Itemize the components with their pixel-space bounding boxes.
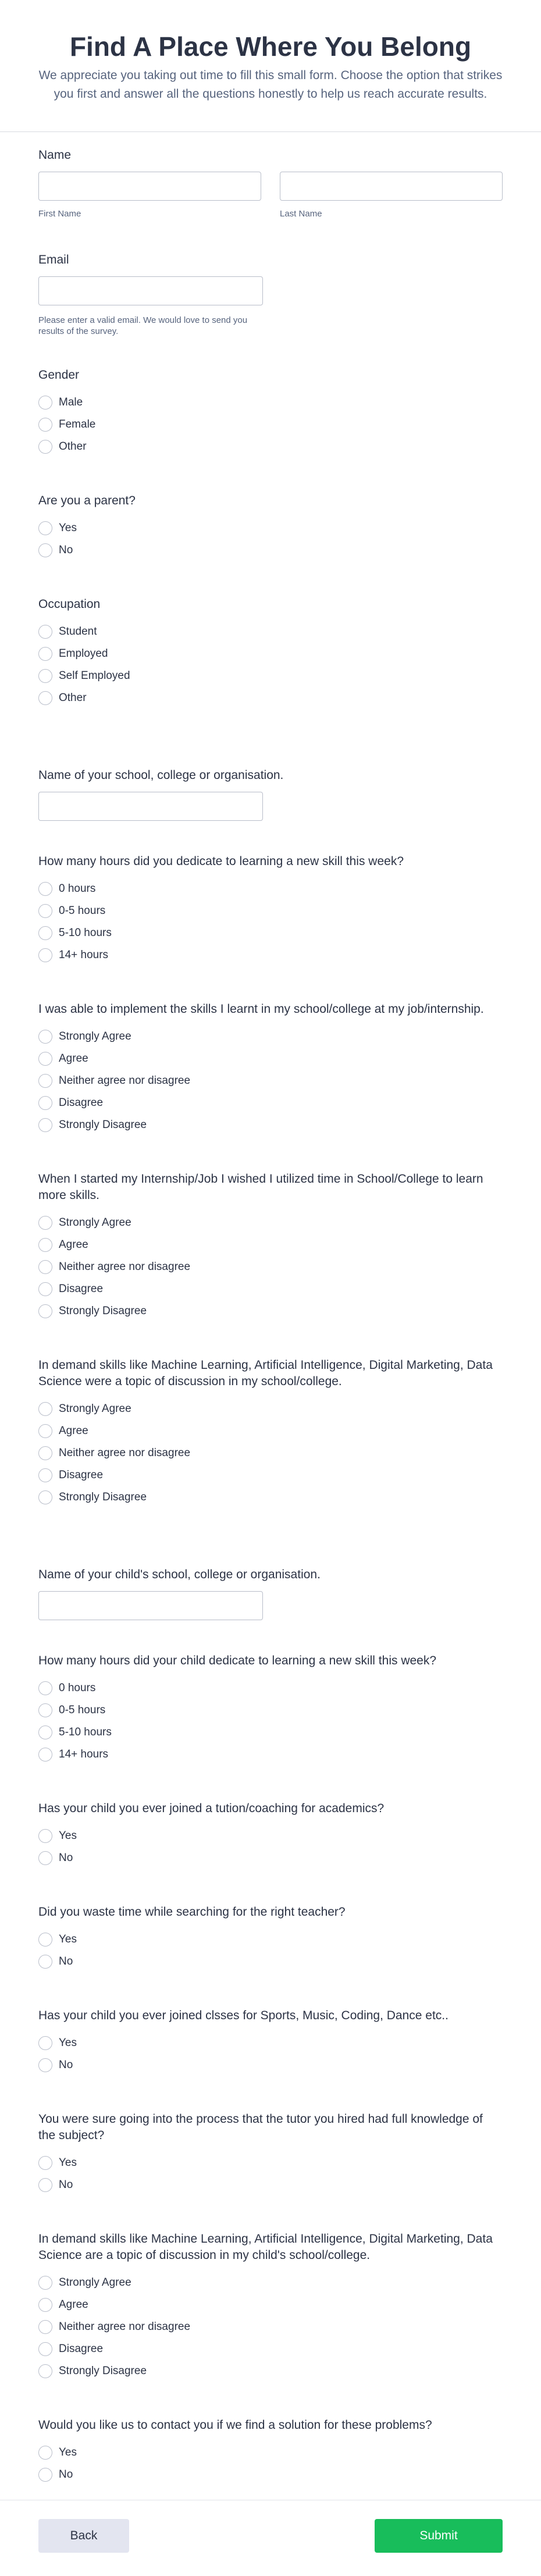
child-indemand-question: [38, 2231, 503, 2382]
question-label: When I started my Internship/Job I wished I utilized time in School/College to learn more skills.: [38, 1172, 483, 1202]
radio-button[interactable]: [38, 647, 52, 661]
last-name-sublabel: Last Name: [280, 209, 322, 219]
radio-button[interactable]: [38, 1238, 52, 1252]
radio-option[interactable]: [38, 878, 503, 900]
radio-option[interactable]: [38, 1234, 503, 1256]
radio-button[interactable]: [38, 2364, 52, 2378]
radio-option[interactable]: [38, 517, 503, 539]
radio-button[interactable]: [38, 521, 52, 535]
radio-button[interactable]: [38, 948, 52, 962]
name-field: [38, 147, 503, 219]
question-label: In demand skills like Machine Learning, Artificial Intelligence, Digital Marketing, Data Science were a topic of discussion in my school/college.: [38, 1358, 493, 1388]
hours-question: [38, 853, 503, 966]
radio-option-label: Yes: [59, 1933, 77, 1945]
radio-option-label: Disagree: [59, 1097, 104, 1109]
radio-button[interactable]: [38, 1424, 52, 1438]
classes-question: [38, 2008, 503, 2076]
form-footer: [0, 2500, 541, 2576]
radio-button[interactable]: [38, 2058, 52, 2072]
radio-button[interactable]: [38, 669, 52, 683]
radio-option[interactable]: [38, 2442, 503, 2464]
radio-button[interactable]: [38, 1748, 52, 1762]
radio-option-label: Yes: [59, 1830, 77, 1842]
radio-option[interactable]: [38, 1677, 503, 1699]
radio-button[interactable]: [38, 1074, 52, 1088]
email-help: Please enter a valid email. We would love to send you results of the survey.: [38, 315, 248, 336]
radio-button[interactable]: [38, 1118, 52, 1132]
radio-option-label: Other: [59, 440, 87, 453]
question-label: Would you like us to contact you if we find a solution for these problems?: [38, 2418, 432, 2432]
radio-button[interactable]: [38, 418, 52, 432]
radio-option[interactable]: [38, 2152, 503, 2174]
radio-option[interactable]: [38, 2338, 503, 2360]
radio-button[interactable]: [38, 625, 52, 639]
radio-option-label: Yes: [59, 522, 77, 534]
radio-option[interactable]: [38, 2272, 503, 2294]
contact-question: [38, 2417, 503, 2486]
child-school-input[interactable]: [38, 1591, 263, 1620]
radio-button[interactable]: [38, 926, 52, 940]
radio-button[interactable]: [38, 1030, 52, 1044]
tutor-question: [38, 2111, 503, 2196]
radio-option[interactable]: [38, 1442, 503, 1464]
radio-option-label: Agree: [59, 1239, 88, 1251]
radio-button[interactable]: [38, 396, 52, 410]
radio-option-label: 14+ hours: [59, 1748, 109, 1760]
question-label: Did you waste time while searching for the right teacher?: [38, 1905, 346, 1919]
radio-option[interactable]: [38, 922, 503, 944]
radio-option-label: Yes: [59, 2157, 77, 2169]
radio-option-label: No: [59, 2179, 73, 2191]
radio-button[interactable]: [38, 543, 52, 557]
radio-option-label: Strongly Disagree: [59, 1491, 147, 1503]
radio-button[interactable]: [38, 904, 52, 918]
radio-option-label: 5-10 hours: [59, 1726, 112, 1738]
radio-option[interactable]: [38, 1951, 503, 1973]
radio-option-label: 0 hours: [59, 1682, 96, 1694]
child-hours-question: [38, 1653, 503, 1766]
radio-option[interactable]: [38, 2316, 503, 2338]
radio-option[interactable]: [38, 1847, 503, 1869]
radio-option-label: Self Employed: [59, 670, 130, 682]
radio-button[interactable]: [38, 2320, 52, 2334]
radio-option[interactable]: [38, 1744, 503, 1766]
radio-option-label: Strongly Agree: [59, 1030, 131, 1043]
radio-button[interactable]: [38, 1681, 52, 1695]
radio-option-label: Employed: [59, 647, 108, 660]
radio-button[interactable]: [38, 1304, 52, 1318]
radio-button[interactable]: [38, 1725, 52, 1739]
radio-option-label: 0-5 hours: [59, 1704, 106, 1716]
indemand-question: [38, 1357, 503, 1508]
radio-option[interactable]: [38, 1026, 503, 1048]
radio-option-label: Strongly Disagree: [59, 1305, 147, 1317]
radio-option[interactable]: [38, 1721, 503, 1744]
radio-option[interactable]: [38, 2032, 503, 2054]
radio-button[interactable]: [38, 1402, 52, 1416]
email-field: [38, 252, 503, 337]
question-label: Name of your school, college or organisation.: [38, 768, 284, 782]
gender-question: [38, 367, 503, 458]
radio-option-label: 0-5 hours: [59, 905, 106, 917]
radio-option-label: Neither agree nor disagree: [59, 2321, 191, 2333]
radio-option[interactable]: [38, 1420, 503, 1442]
radio-option[interactable]: [38, 1092, 503, 1114]
radio-option-label: No: [59, 2059, 73, 2071]
radio-option[interactable]: [38, 2294, 503, 2316]
radio-option-label: Neither agree nor disagree: [59, 1261, 191, 1273]
radio-option[interactable]: [38, 1048, 503, 1070]
radio-option-label: 0 hours: [59, 883, 96, 895]
question-label: Name of your child's school, college or organisation.: [38, 1568, 321, 1581]
radio-button[interactable]: [38, 2446, 52, 2460]
radio-option-label: Disagree: [59, 1283, 104, 1295]
question-label: You were sure going into the process that the tutor you hired had full knowledge of the subject?: [38, 2112, 483, 2142]
radio-option[interactable]: [38, 1699, 503, 1721]
radio-option-label: Neither agree nor disagree: [59, 1074, 191, 1087]
radio-option-label: No: [59, 2468, 73, 2481]
radio-option[interactable]: [38, 1486, 503, 1508]
form-title: Find A Place Where You Belong: [69, 31, 472, 62]
radio-option-label: No: [59, 544, 73, 556]
radio-button[interactable]: [38, 1282, 52, 1296]
radio-option[interactable]: [38, 944, 503, 966]
radio-option[interactable]: [38, 1212, 503, 1234]
radio-button[interactable]: [38, 1955, 52, 1969]
radio-option[interactable]: [38, 643, 503, 665]
radio-option[interactable]: [38, 1256, 503, 1278]
radio-button[interactable]: [38, 2178, 52, 2192]
radio-button[interactable]: [38, 1851, 52, 1865]
radio-button[interactable]: [38, 882, 52, 896]
radio-option-label: Female: [59, 418, 96, 430]
radio-option[interactable]: [38, 621, 503, 643]
school-question: [38, 767, 503, 821]
radio-option[interactable]: [38, 1929, 503, 1951]
radio-option[interactable]: [38, 665, 503, 687]
radio-option[interactable]: [38, 1464, 503, 1486]
email-input[interactable]: [38, 276, 263, 305]
question-label: In demand skills like Machine Learning, Artificial Intelligence, Digital Marketing, Data Science are a topic of discussion in my child's school/college.: [38, 2232, 493, 2262]
radio-option[interactable]: [38, 2360, 503, 2382]
back-button[interactable]: Back: [38, 2519, 129, 2553]
radio-option-label: Student: [59, 625, 97, 638]
radio-option-label: Disagree: [59, 2343, 104, 2355]
question-label: Occupation: [38, 597, 101, 611]
implement-question: [38, 1001, 503, 1136]
radio-option[interactable]: [38, 436, 503, 458]
radio-option-label: No: [59, 1852, 73, 1864]
radio-option-label: Neither agree nor disagree: [59, 1447, 191, 1459]
radio-button[interactable]: [38, 2468, 52, 2482]
child-school-question: [38, 1567, 503, 1620]
form-subtitle: We appreciate you taking out time to fill this small form. Choose the option that strikes you first and answer all the questions honestly to help us reach accurate results.: [38, 69, 503, 101]
radio-option-label: Agree: [59, 2299, 88, 2311]
radio-button[interactable]: [38, 1052, 52, 1066]
radio-button[interactable]: [38, 1216, 52, 1230]
radio-option[interactable]: [38, 687, 503, 709]
tuition-question: [38, 1801, 503, 1869]
question-label: Has your child you ever joined clsses for Sports, Music, Coding, Dance etc..: [38, 2009, 449, 2022]
radio-button[interactable]: [38, 2036, 52, 2050]
radio-option[interactable]: [38, 1278, 503, 1300]
last-name-input[interactable]: [280, 172, 503, 201]
radio-option-label: 5-10 hours: [59, 927, 112, 939]
radio-option-label: Other: [59, 692, 87, 704]
radio-button[interactable]: [38, 1096, 52, 1110]
radio-option-label: Strongly Agree: [59, 1403, 131, 1415]
question-label: How many hours did your child dedicate to learning a new skill this week?: [38, 1654, 437, 1667]
radio-option[interactable]: [38, 414, 503, 436]
radio-button[interactable]: [38, 1446, 52, 1460]
radio-button[interactable]: [38, 1468, 52, 1482]
first-name-input[interactable]: [38, 172, 261, 201]
radio-button[interactable]: [38, 1490, 52, 1504]
form-header: [0, 0, 541, 132]
email-label: Email: [38, 253, 69, 266]
radio-option-label: Yes: [59, 2037, 77, 2049]
radio-option-label: Yes: [59, 2446, 77, 2458]
radio-button[interactable]: [38, 2298, 52, 2312]
radio-option-label: No: [59, 1955, 73, 1967]
radio-option[interactable]: [38, 1070, 503, 1092]
radio-option-label: Strongly Agree: [59, 1216, 131, 1229]
radio-option[interactable]: [38, 2054, 503, 2076]
radio-option-label: Agree: [59, 1425, 88, 1437]
radio-button[interactable]: [38, 691, 52, 705]
radio-option-label: Strongly Disagree: [59, 1119, 147, 1131]
first-name-sublabel: First Name: [38, 209, 81, 219]
radio-option-label: 14+ hours: [59, 949, 109, 961]
internship-question: [38, 1171, 503, 1322]
radio-button[interactable]: [38, 2156, 52, 2170]
parent-question: [38, 493, 503, 561]
radio-option[interactable]: [38, 2464, 503, 2486]
radio-button[interactable]: [38, 2342, 52, 2356]
question-label: I was able to implement the skills I learnt in my school/college at my job/internship.: [38, 1002, 484, 1016]
name-label: Name: [38, 148, 72, 162]
radio-option[interactable]: [38, 1398, 503, 1420]
radio-option[interactable]: [38, 1825, 503, 1847]
radio-option[interactable]: [38, 539, 503, 561]
radio-option-label: Male: [59, 396, 83, 408]
radio-option-label: Disagree: [59, 1469, 104, 1481]
radio-option-label: Strongly Disagree: [59, 2365, 147, 2377]
question-label: Gender: [38, 368, 80, 382]
radio-button[interactable]: [38, 440, 52, 454]
question-label: Has your child you ever joined a tution/coaching for academics?: [38, 1802, 385, 1815]
radio-option[interactable]: [38, 900, 503, 922]
radio-button[interactable]: [38, 1703, 52, 1717]
submit-button[interactable]: Submit: [375, 2519, 503, 2553]
question-label: How many hours did you dedicate to learning a new skill this week?: [38, 855, 404, 868]
radio-option[interactable]: [38, 2174, 503, 2196]
survey-form: [0, 132, 541, 2486]
radio-button[interactable]: [38, 1829, 52, 1843]
occupation-question: [38, 596, 503, 709]
radio-option[interactable]: [38, 1300, 503, 1322]
radio-option[interactable]: [38, 392, 503, 414]
radio-option[interactable]: [38, 1114, 503, 1136]
radio-option-label: Agree: [59, 1052, 88, 1065]
radio-button[interactable]: [38, 2276, 52, 2290]
school-input[interactable]: [38, 792, 263, 821]
radio-button[interactable]: [38, 1260, 52, 1274]
radio-button[interactable]: [38, 1933, 52, 1947]
question-label: Are you a parent?: [38, 494, 136, 507]
waste-question: [38, 1904, 503, 1973]
radio-option-label: Strongly Agree: [59, 2276, 131, 2289]
